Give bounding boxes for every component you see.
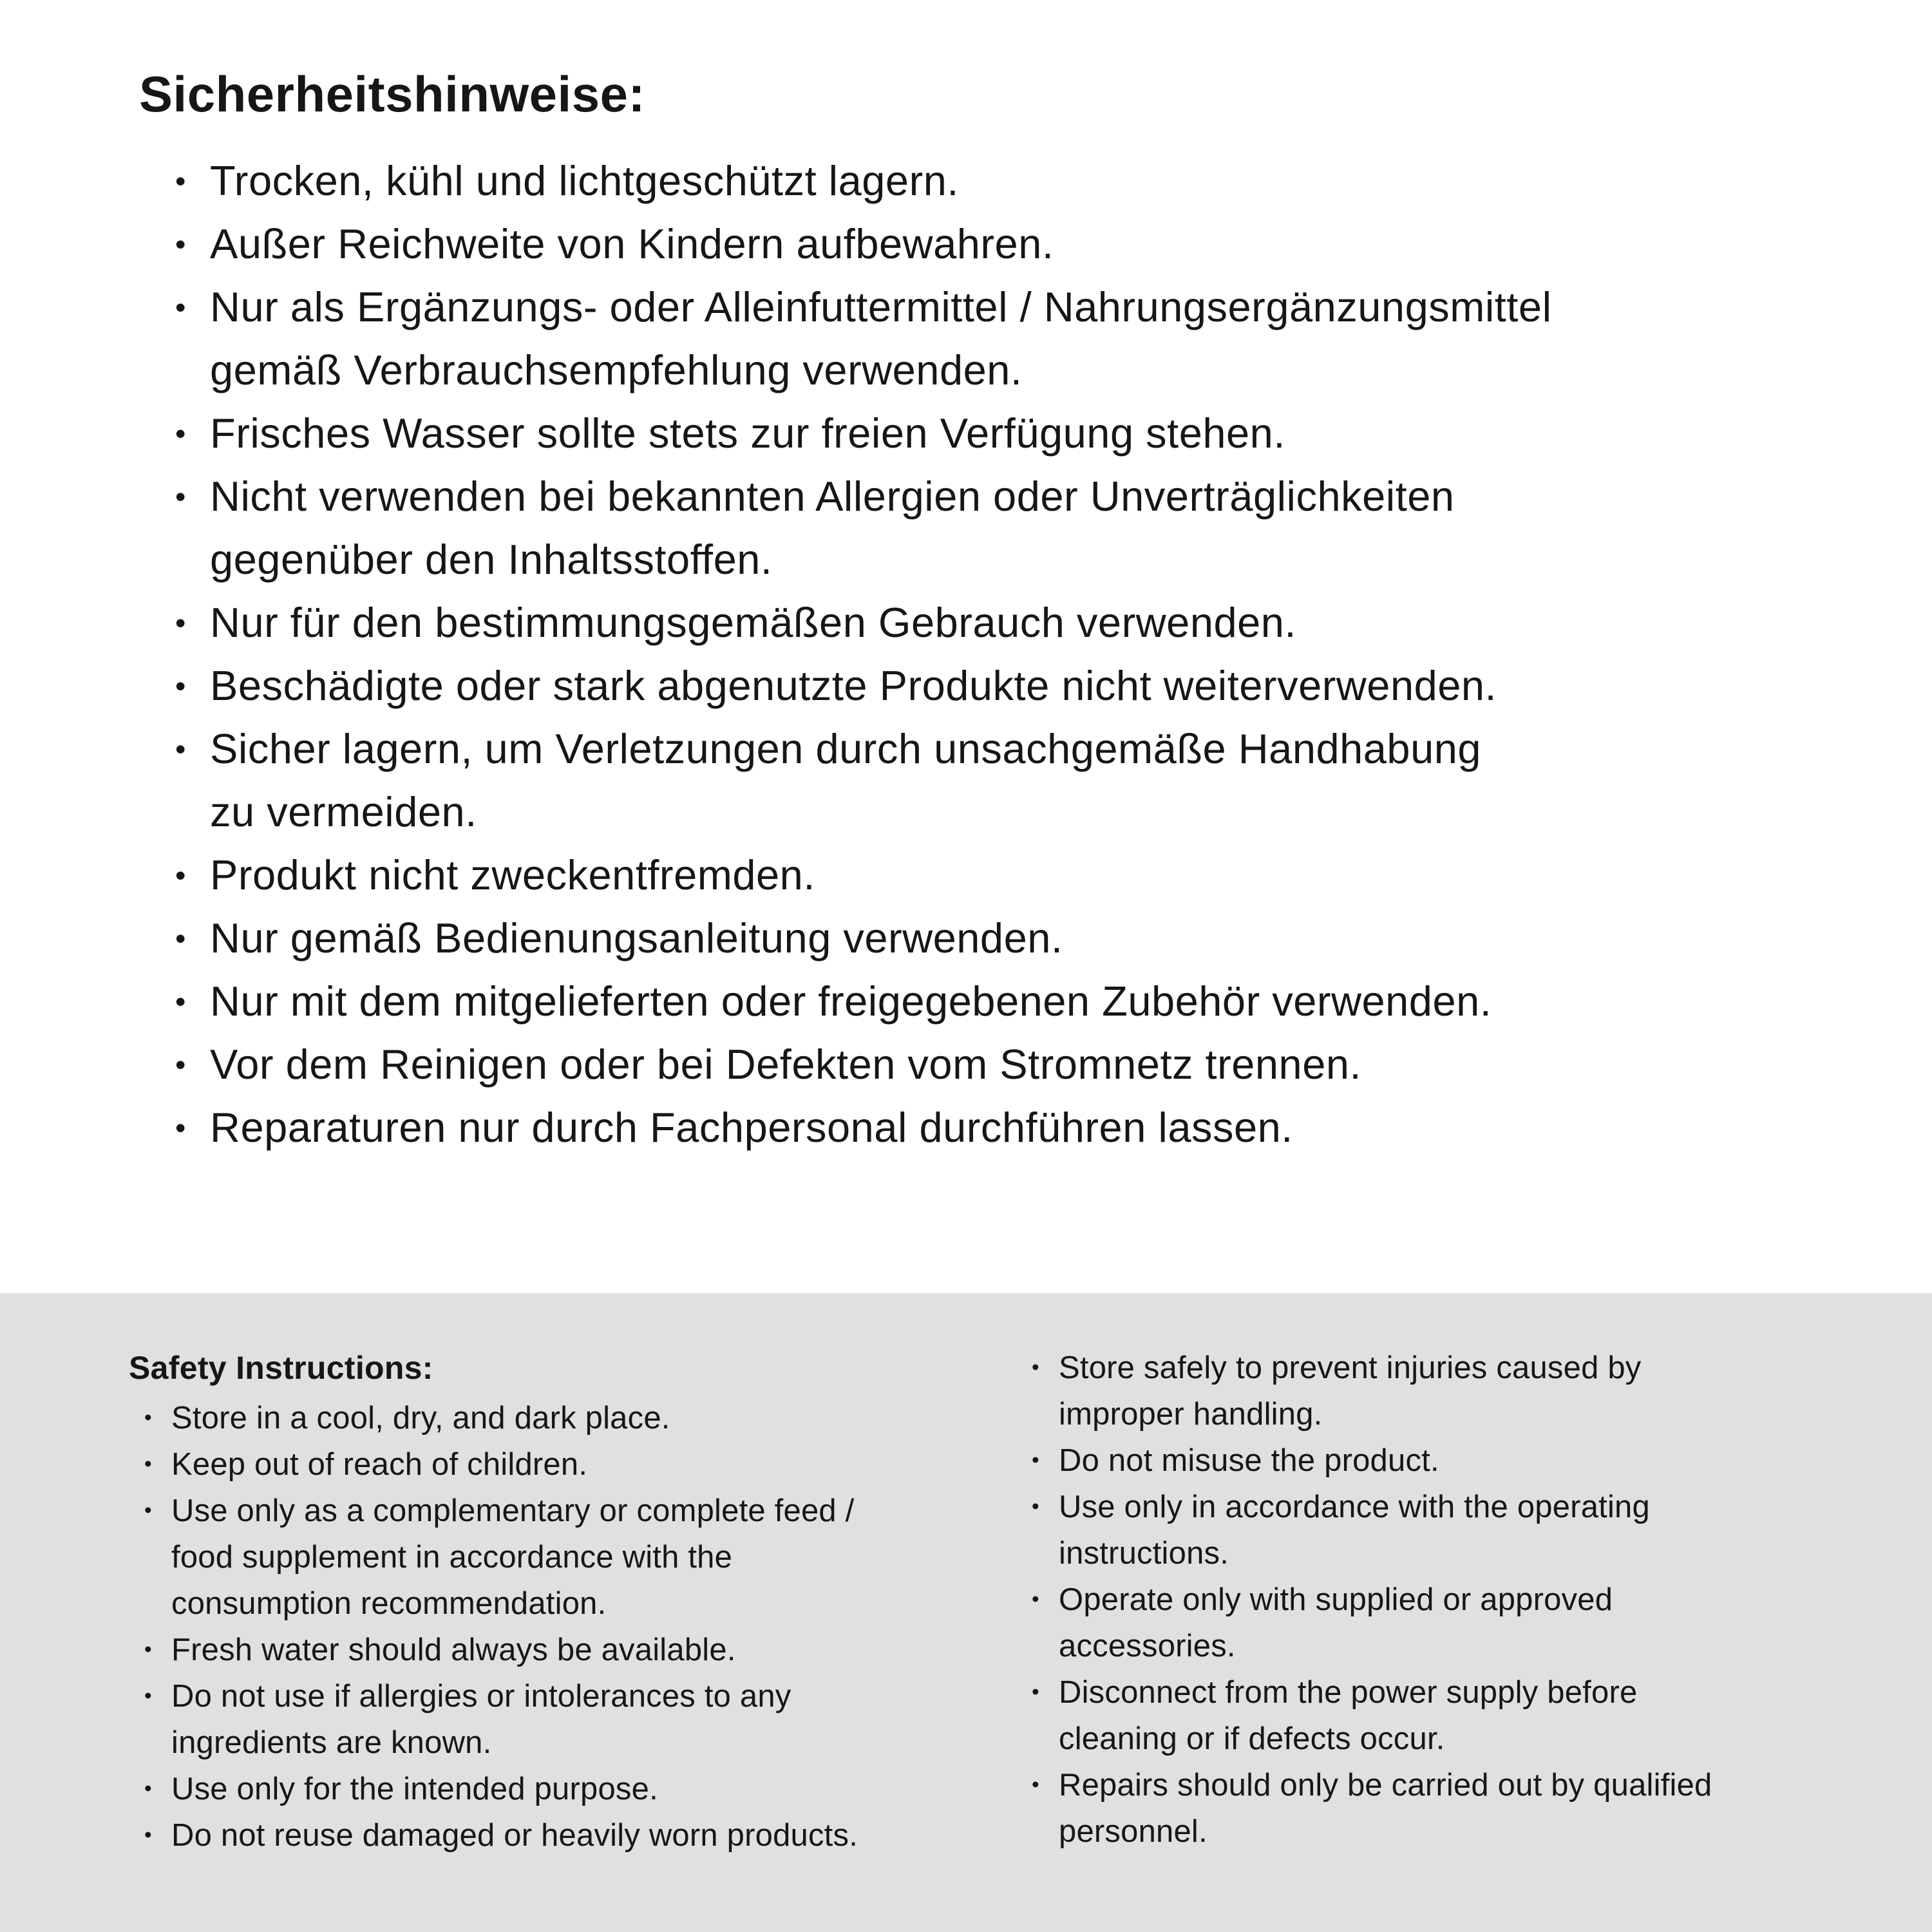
english-safety-list-left	[144, 1395, 998, 1859]
list-item	[144, 1673, 998, 1766]
list-item	[144, 1441, 998, 1488]
list-item-text: Do not misuse the product.	[1059, 1443, 1439, 1478]
english-safety-list-right	[1032, 1345, 1893, 1855]
list-item	[175, 970, 1855, 1033]
bullet-icon: •	[144, 1777, 152, 1801]
list-item-text: Store safely to prevent injuries caused by improper handling.	[1059, 1350, 1642, 1432]
bullet-icon: •	[175, 606, 186, 639]
list-item	[175, 402, 1855, 465]
bullet-icon: •	[144, 1452, 152, 1476]
bullet-icon: •	[1032, 1587, 1039, 1611]
list-item	[144, 1627, 998, 1673]
bullet-icon: •	[175, 985, 186, 1018]
list-item	[175, 907, 1855, 970]
bullet-icon: •	[175, 227, 186, 261]
english-section-heading: Safety Instructions:	[129, 1350, 433, 1386]
list-item-text: Use only in accordance with the operating instructions.	[1059, 1490, 1650, 1571]
list-item-text: Vor dem Reinigen oder bei Defekten vom Stromnetz trennen.	[210, 1041, 1362, 1088]
list-item	[175, 844, 1855, 907]
list-item	[144, 1488, 998, 1627]
bullet-icon: •	[175, 417, 186, 450]
bullet-icon: •	[1032, 1356, 1039, 1379]
bullet-icon: •	[1032, 1773, 1039, 1797]
list-item-text: Use only as a complementary or complete feed / food supplement in accordance with the consumption recommendation.	[171, 1493, 855, 1621]
bullet-icon: •	[175, 164, 186, 198]
list-item-text: Außer Reichweite von Kindern aufbewahren.	[210, 220, 1054, 267]
list-item	[1032, 1484, 1893, 1577]
list-item-text: Nur für den bestimmungsgemäßen Gebrauch verwenden.	[210, 599, 1296, 646]
bullet-icon: •	[175, 480, 186, 513]
list-item-text: Nur gemäß Bedienungsanleitung verwenden.	[210, 914, 1063, 961]
bullet-icon: •	[1032, 1448, 1039, 1472]
list-item-text: Sicher lagern, um Verletzungen durch unsachgemäße Handhabung zu vermeiden.	[210, 725, 1482, 835]
bullet-icon: •	[144, 1406, 152, 1430]
list-item	[175, 276, 1855, 402]
english-right-column	[998, 1345, 1893, 1855]
bullet-icon: •	[175, 858, 186, 892]
list-item-text: Disconnect from the power supply before cleaning or if defects occur.	[1059, 1675, 1638, 1756]
bullet-icon: •	[175, 1111, 186, 1144]
english-left-column	[129, 1345, 998, 1859]
german-section-heading: Sicherheitshinweise:	[139, 66, 645, 122]
bullet-icon: •	[175, 732, 186, 766]
list-item-text: Do not reuse damaged or heavily worn products.	[171, 1818, 858, 1853]
list-item-text: Nur mit dem mitgelieferten oder freigegebenen Zubehör verwenden.	[210, 978, 1492, 1025]
list-item	[175, 1096, 1855, 1159]
list-item	[175, 149, 1855, 213]
list-item	[175, 591, 1855, 654]
bullet-icon: •	[144, 1499, 152, 1522]
list-item-text: Keep out of reach of children.	[171, 1447, 588, 1482]
english-section	[0, 1293, 1932, 1932]
list-item-text: Reparaturen nur durch Fachpersonal durchführen lassen.	[210, 1104, 1293, 1151]
list-item-text: Store in a cool, dry, and dark place.	[171, 1401, 670, 1435]
list-item	[175, 717, 1855, 844]
list-item	[175, 465, 1855, 591]
list-item-text: Trocken, kühl und lichtgeschützt lagern.	[210, 157, 959, 204]
list-item-text: Use only for the intended purpose.	[171, 1772, 658, 1806]
list-item	[1032, 1437, 1893, 1484]
list-item-text: Do not use if allergies or intolerances to any ingredients are known.	[171, 1679, 791, 1760]
list-item	[1032, 1577, 1893, 1669]
english-columns	[129, 1345, 1893, 1859]
bullet-icon: •	[175, 669, 186, 703]
list-item-text: Repairs should only be carried out by qualified personnel.	[1059, 1768, 1712, 1849]
bullet-icon: •	[144, 1684, 152, 1708]
list-item	[1032, 1669, 1893, 1762]
bullet-icon: •	[175, 290, 186, 324]
list-item-text: Nicht verwenden bei bekannten Allergien oder Unverträglichkeiten gegenüber den Inhaltsstoffen.	[210, 473, 1455, 583]
bullet-icon: •	[175, 922, 186, 955]
list-item-text: Fresh water should always be available.	[171, 1633, 736, 1667]
bullet-icon: •	[175, 1048, 186, 1081]
list-item-text: Frisches Wasser sollte stets zur freien Verfügung stehen.	[210, 410, 1285, 457]
list-item	[144, 1766, 998, 1812]
list-item-text: Beschädigte oder stark abgenutzte Produkte nicht weiterverwenden.	[210, 662, 1497, 709]
list-item	[144, 1395, 998, 1441]
list-item	[175, 654, 1855, 717]
bullet-icon: •	[144, 1638, 152, 1662]
list-item-text: Nur als Ergänzungs- oder Alleinfuttermittel / Nahrungsergänzungsmittel gemäß Verbrauchsempfehlung verwenden.	[210, 283, 1552, 393]
list-item	[175, 1033, 1855, 1096]
list-item-text: Operate only with supplied or approved accessories.	[1059, 1582, 1613, 1663]
list-item	[1032, 1345, 1893, 1437]
bullet-icon: •	[1032, 1680, 1039, 1704]
german-safety-list	[175, 149, 1855, 1159]
bullet-icon: •	[1032, 1495, 1039, 1519]
list-item	[144, 1812, 998, 1859]
bullet-icon: •	[144, 1823, 152, 1847]
list-item-text: Produkt nicht zweckentfremden.	[210, 851, 815, 898]
list-item	[175, 213, 1855, 276]
list-item	[1032, 1762, 1893, 1855]
